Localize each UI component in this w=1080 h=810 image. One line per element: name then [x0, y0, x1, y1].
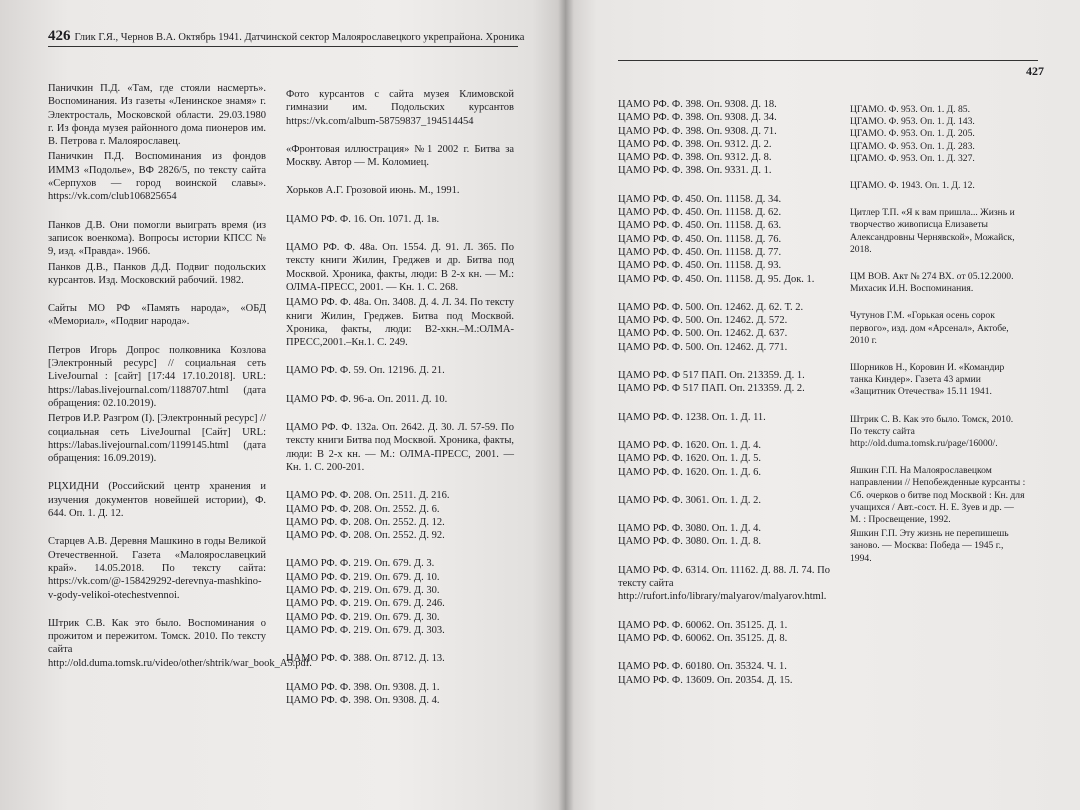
- bib-entry: «Фронтовая иллюстрация» №1 2002 г. Битва за Москву. Автор — М. Коломиец.: [286, 143, 514, 169]
- bib-entry: Паничкин П.Д. «Там, где стояли насмерть». Воспоминания. Из газеты «Ленинское знамя» г. Электросталь, Московской области. 29.03.1980 г. Из фонда музея районного дома пионеров им. В. Петрова г. Малоярославец.: [48, 83, 266, 148]
- bib-entry: Цитлер Т.П. «Я к вам пришла... Жизнь и творчество живописца Елизаветы Александровны Чернявской», Можайск, 2018.: [850, 207, 1015, 255]
- running-header: [48, 28, 525, 45]
- page-number-right: 427: [1026, 64, 1044, 78]
- bib-entry: ЦАМО РФ. Ф. 16. Оп. 1071. Д. 1в.: [286, 213, 440, 225]
- bib-entry: ЦАМО РФ. Ф. 48а. Оп. 1554. Д. 91. Л. 365. По тексту книги Жилин, Греджев и др. Битва под Москвой. Хроника, факты, люди: В 2-х кн. — М.: ОЛМА-ПРЕСС, 2001. — Кн. 1. С. 268.: [286, 242, 514, 293]
- archive-entry: ЦАМО РФ. Ф. 3080. Оп. 1. Д. 4. ЦАМО РФ. Ф. 3080. Оп. 1. Д. 8.: [618, 523, 761, 548]
- bib-entry: Шорников Н., Коровин И. «Командир танка Киндер». Газета 43 армии «Защитник Отечества» 15.11 1941.: [850, 362, 1005, 398]
- archive-entry: ЦГАМО. Ф. 1943. Оп. 1. Д. 12.: [850, 180, 975, 192]
- bibliography-column-1: [48, 82, 312, 685]
- archive-entry: ЦАМО РФ. Ф. 1620. Оп. 1. Д. 4. ЦАМО РФ. Ф. 1620. Оп. 1. Д. 5. ЦАМО РФ. Ф. 1620. Оп. 1. Д. 6.: [618, 439, 761, 478]
- bibliography-column-2: [286, 88, 514, 709]
- bib-entry: ЦАМО РФ. Ф. 48а. Оп. 3408. Д. 4. Л. 34. По тексту книги Жилин, Греджев. Битва под Москвой. Хроника, факты, люди: В2-хкн.–М.:ОЛМА-ПРЕСС,2001.–Кн.1. С. 249.: [286, 297, 514, 349]
- page-number-left: 426: [48, 28, 71, 44]
- bib-entry: Яшкин Г.П. Эту жизнь не перепишешь заново. — Москва: Победа — 1945 г., 1994.: [850, 528, 1009, 564]
- bib-entry: Петров Игорь Допрос полковника Козлова [Электронный ресурс] // социальная сеть LiveJournal : [сайт] [17:44 17.10.2018]. URL: https://labas.livejournal.com/1188707.html (дата обращения: 02.10.2019).: [48, 344, 266, 409]
- bib-entry: ЦАМО РФ. Ф. 398. Оп. 9308. Д. 1. ЦАМО РФ. Ф. 398. Оп. 9308. Д. 4.: [286, 681, 440, 706]
- bib-entry: ЦАМО РФ. Ф. 59. Оп. 12196. Д. 21.: [286, 365, 445, 377]
- bib-entry: ЦАМО РФ. Ф. 96-а. Оп. 2011. Д. 10.: [286, 393, 448, 405]
- bib-entry: Чутунов Г.М. «Горькая осень сорок первого», изд. дом «Арсенал», Актобе, 2010 г.: [850, 310, 1009, 346]
- bib-entry: ЦАМО РФ. Ф. 219. Оп. 679. Д. 3. ЦАМО РФ. Ф. 219. Оп. 679. Д. 10. ЦАМО РФ. Ф. 219. Оп. 679. Д. 30. ЦАМО РФ. Ф. 219. Оп. 679. Д. 246. ЦАМО РФ. Ф. 219. Оп. 679. Д. 30. ЦАМО РФ. Ф. 219. Оп. 679. Д. 303.: [286, 558, 445, 636]
- bib-entry: ЦАМО РФ. Ф. 208. Оп. 2511. Д. 216. ЦАМО РФ. Ф. 208. Оп. 2552. Д. 6. ЦАМО РФ. Ф. 208. Оп. 2552. Д. 12. ЦАМО РФ. Ф. 208. Оп. 2552. Д. 92.: [286, 490, 450, 542]
- archive-entry: ЦАМО РФ. Ф. 500. Оп. 12462. Д. 62. Т. 2. ЦАМО РФ. Ф. 500. Оп. 12462. Д. 572. ЦАМО РФ. Ф. 500. Оп. 12462. Д. 637. ЦАМО РФ. Ф. 500. Оп. 12462. Д. 771.: [618, 301, 804, 353]
- bib-entry: Паничкин П.Д. Воспоминания из фондов ИММЗ «Подольe», ВФ 2826/5, по тексту сайта «Серпухов — город воинской славы». https://vk.com/club106825654: [48, 151, 266, 203]
- book-spine-shadow: [558, 0, 574, 810]
- bib-entry: Фото курсантов с сайта музея Климовской гимназии им. Подольских курсантов https://vk.com/album-58759837_194514454: [286, 89, 514, 127]
- running-title: Глик Г.Я., Чернов В.А. Октябрь 1941. Датчинской сектор Малоярославецкого укрепрайона. Хроника: [74, 32, 525, 43]
- bibliography-column-3: [618, 98, 840, 702]
- bib-entry: ЦАМО РФ. Ф. 388. Оп. 8712. Д. 13.: [286, 653, 445, 665]
- archive-entry: ЦАМО РФ. Ф. 60062. Оп. 35125. Д. 1. ЦАМО РФ. Ф. 60062. Оп. 35125. Д. 8.: [618, 619, 788, 644]
- bib-entry: Панков Д.В. Они помогли выиграть время (из записок военкома). Вопросы истории КПСС № 9, изд. «Правда». 1966.: [48, 219, 266, 258]
- header-rule-right: [618, 60, 1038, 61]
- right-page: [566, 0, 1080, 810]
- archive-entry: ЦАМО РФ. Ф 517 ПАП. Оп. 213359. Д. 1. ЦАМО РФ. Ф 517 ПАП. Оп. 213359. Д. 2.: [618, 370, 805, 395]
- bib-entry: ЦАМО РФ. Ф. 132а. Оп. 2642. Д. 30. Л. 57-59. По тексту книги Битва под Москвой. Хроника, факты, люди: В 2-х кн. — М.: ОЛМА-ПРЕСС, 2001. — Кн. 1. С. 200-201.: [286, 422, 514, 473]
- archive-entry: ЦАМО РФ. Ф. 1238. Оп. 1. Д. 11.: [618, 411, 766, 423]
- archive-entry: ЦАМО РФ. Ф. 6314. Оп. 11162. Д. 88. Л. 74. По тексту сайта http://rufort.info/library/malyarov/malyarov.html.: [618, 564, 830, 603]
- archive-entry: ЦАМО РФ. Ф. 450. Оп. 11158. Д. 34. ЦАМО РФ. Ф. 450. Оп. 11158. Д. 62. ЦАМО РФ. Ф. 450. Оп. 11158. Д. 63. ЦАМО РФ. Ф. 450. Оп. 11158. Д. 76. ЦАМО РФ. Ф. 450. Оп. 11158. Д. 77. ЦАМО РФ. Ф. 450. Оп. 11158. Д. 93. ЦАМО РФ. Ф. 450. Оп. 11158. Д. 95. Док. 1.: [618, 193, 815, 285]
- bib-entry: Яшкин Г.П. На Малоярославецком направлении // Непобежденные курсанты : Сб. очерков о битве под Москвой : Кн. для учащихся / Авт.-сост. Н. Е. Зуев и др. — М. : Просвещение, 1992.: [850, 465, 1026, 526]
- archive-entry: ЦАМО РФ. Ф. 3061. Оп. 1. Д. 2.: [618, 494, 761, 506]
- bib-entry: Панков Д.В., Панков Д.Д. Подвиг подольских курсантов. Изд. Московский рабочий. 1982.: [48, 261, 266, 286]
- bib-entry: Петров И.Р. Разгром (I). [Электронный ресурс] // социальная сеть LiveJournal [Сайт] URL: https://labas.livejournal.com/1199145.html (дата обращения: 16.09.2019).: [48, 413, 267, 465]
- bib-entry: Штрик С. В. Как это было. Томск, 2010. По тексту сайта http://old.duma.tomsk.ru/page/16000/.: [850, 413, 1014, 450]
- archive-entry: ЦАМО РФ. Ф. 60180. Оп. 35324. Ч. 1. ЦАМО РФ. Ф. 13609. Оп. 20354. Д. 15.: [618, 661, 793, 686]
- bib-entry: Сайты МО РФ «Память народа», «ОБД «Мемориал», «Подвиг народа».: [48, 303, 266, 328]
- bib-entry: Старцев А.В. Деревня Машкино в годы Великой Отечественной. Газета «Малоярославецкий край». 14.05.2018. По тексту сайта: https://vk.com/@-158429292-derevnya-mashkino-v-gody-velikoi-otechestvennoi.: [48, 536, 266, 601]
- bibliography-column-4: [850, 104, 1026, 580]
- header-rule: [48, 46, 518, 47]
- archive-entry: ЦГАМО. Ф. 953. Оп. 1. Д. 85. ЦГАМО. Ф. 953. Оп. 1. Д. 143. ЦГАМО. Ф. 953. Оп. 1. Д. 205. ЦГАМО. Ф. 953. Оп. 1. Д. 283. ЦГАМО. Ф. 953. Оп. 1. Д. 327.: [850, 104, 975, 164]
- bib-entry: ЦМ ВОВ. Акт № 274 ВХ. от 05.12.2000. Михасик И.Н. Воспоминания.: [850, 271, 1014, 295]
- bib-entry: Штрик С.В. Как это было. Воспоминания о прожитом и пережитом. Томск. 2010. По тексту сайта http://old.duma.tomsk.ru/video/other/shtrik/war_book_A5.pdf.: [48, 617, 312, 669]
- bib-entry: РЦХИДНИ (Российский центр хранения и изучения документов новейшей истории), Ф. 644. Оп. 1. Д. 12.: [48, 481, 266, 520]
- bib-entry: Хорьков А.Г. Грозовой июнь. М., 1991.: [286, 185, 460, 197]
- archive-entry: ЦАМО РФ. Ф. 398. Оп. 9308. Д. 18. ЦАМО РФ. Ф. 398. Оп. 9308. Д. 34. ЦАМО РФ. Ф. 398. Оп. 9308. Д. 71. ЦАМО РФ. Ф. 398. Оп. 9312. Д. 2. ЦАМО РФ. Ф. 398. Оп. 9312. Д. 8. ЦАМО РФ. Ф. 398. Оп. 9331. Д. 1.: [618, 99, 777, 177]
